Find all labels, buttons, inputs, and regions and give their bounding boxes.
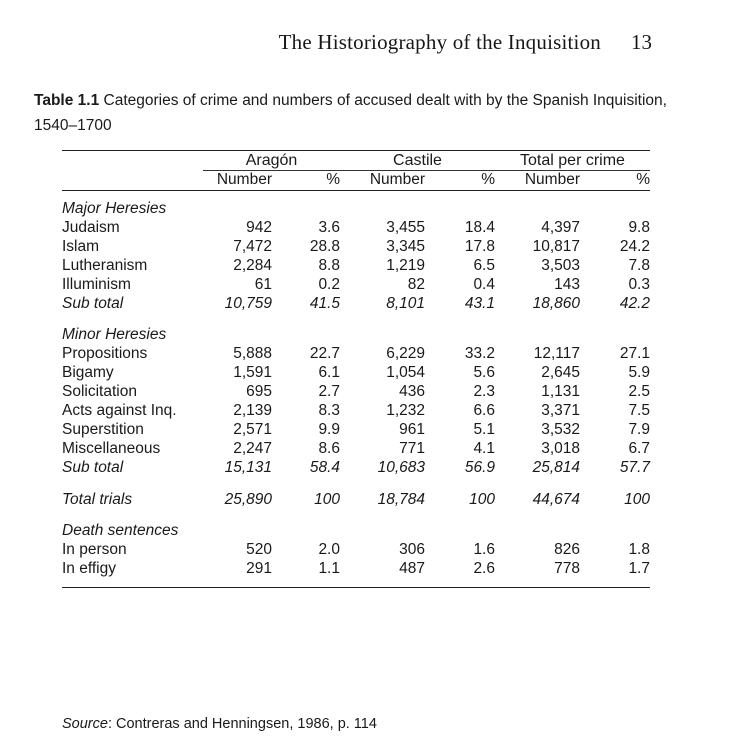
cell-aragon-percent: 41.5 — [309, 295, 340, 312]
cell-aragon-number: 2,247 — [233, 440, 272, 457]
cell-castile-number: 3,345 — [386, 238, 425, 255]
table-row — [62, 420, 650, 439]
cell-aragon-number: 520 — [246, 541, 272, 558]
cell-aragon-percent: 3.6 — [318, 219, 340, 236]
cell-total-number: 3,503 — [541, 257, 580, 274]
cell-total-number: 3,532 — [541, 421, 580, 438]
row-label: In person — [62, 541, 127, 558]
section-spacer-cell — [62, 477, 650, 490]
cell-total-percent: 7.8 — [628, 257, 650, 274]
cell-total-percent: 57.7 — [619, 459, 650, 476]
cell-aragon-number: 5,888 — [233, 345, 272, 362]
cell-total-percent: 42.2 — [619, 295, 650, 312]
source-note — [62, 716, 377, 732]
section-title-row — [62, 522, 650, 540]
cell-total-number: 143 — [554, 276, 580, 293]
section-title: Death sentences — [62, 522, 179, 539]
cell-castile-number: 1,054 — [386, 364, 425, 381]
table-group-header-row — [62, 152, 650, 171]
cell-aragon-number: 291 — [246, 560, 272, 577]
group-header-aragon: Aragón — [203, 152, 340, 171]
cell-aragon-percent: 8.8 — [318, 257, 340, 274]
cell-aragon-number: 2,139 — [233, 402, 272, 419]
table-caption — [34, 88, 670, 138]
cell-total-number: 826 — [554, 541, 580, 558]
cell-aragon-percent: 6.1 — [318, 364, 340, 381]
cell-aragon-number: 942 — [246, 219, 272, 236]
cell-castile-number: 487 — [399, 560, 425, 577]
cell-aragon-percent: 28.8 — [309, 238, 340, 255]
cell-aragon-percent: 1.1 — [318, 560, 340, 577]
table-row — [62, 490, 650, 509]
cell-total-percent: 0.3 — [628, 276, 650, 293]
table-subheader-row — [62, 171, 650, 190]
cell-castile-number: 8,101 — [386, 295, 425, 312]
subheader-total-number: Number — [524, 171, 580, 188]
row-label: Bigamy — [62, 364, 114, 381]
table-caption-label: Table 1.1 — [34, 92, 100, 109]
row-label: Islam — [62, 238, 100, 255]
inquisition-table — [62, 150, 650, 589]
section-spacer — [62, 509, 650, 522]
cell-castile-number: 10,683 — [377, 459, 425, 476]
cell-castile-number: 961 — [399, 421, 425, 438]
cell-castile-number: 6,229 — [386, 345, 425, 362]
cell-castile-percent: 18.4 — [464, 219, 495, 236]
cell-total-percent: 100 — [624, 491, 650, 508]
table-caption-text: Categories of crime and numbers of accused dealt with by the Spanish Inquisition, 1540–1700 — [34, 92, 667, 134]
section-spacer-cell — [62, 191, 650, 201]
cell-castile-percent: 5.1 — [473, 421, 495, 438]
cell-total-number: 25,814 — [532, 459, 580, 476]
cell-castile-percent: 2.6 — [473, 560, 495, 577]
table-row — [62, 540, 650, 559]
cell-aragon-percent: 58.4 — [309, 459, 340, 476]
cell-castile-percent: 17.8 — [464, 238, 495, 255]
cell-aragon-percent: 0.2 — [318, 276, 340, 293]
cell-total-percent: 1.8 — [628, 541, 650, 558]
cell-aragon-number: 1,591 — [233, 364, 272, 381]
cell-castile-number: 82 — [407, 276, 425, 293]
cell-castile-percent: 56.9 — [464, 459, 495, 476]
table-row — [62, 458, 650, 477]
row-label: Propositions — [62, 345, 148, 362]
cell-castile-percent: 100 — [469, 491, 495, 508]
table-row — [62, 218, 650, 237]
bottom-spacer-cell — [62, 578, 650, 588]
cell-total-number: 1,131 — [541, 383, 580, 400]
cell-aragon-percent: 100 — [314, 491, 340, 508]
source-note-label: Source — [62, 716, 108, 732]
running-head-title: The Historiography of the Inquisition — [278, 30, 601, 54]
section-spacer — [62, 191, 650, 201]
cell-castile-number: 1,219 — [386, 257, 425, 274]
running-head — [62, 30, 652, 55]
subheader-castile-number: Number — [369, 171, 425, 188]
cell-aragon-percent: 9.9 — [318, 421, 340, 438]
cell-total-percent: 5.9 — [628, 364, 650, 381]
table-rule-bottom — [62, 588, 650, 590]
cell-aragon-number: 25,890 — [224, 491, 272, 508]
cell-aragon-number: 15,131 — [224, 459, 272, 476]
table-body — [62, 151, 650, 590]
subheader-aragon-number: Number — [216, 171, 272, 188]
cell-castile-percent: 6.6 — [473, 402, 495, 419]
section-spacer-cell — [62, 509, 650, 522]
cell-aragon-percent: 8.6 — [318, 440, 340, 457]
inquisition-table-container — [62, 150, 650, 589]
cell-total-number: 2,645 — [541, 364, 580, 381]
row-label: Miscellaneous — [62, 440, 161, 457]
cell-aragon-percent: 8.3 — [318, 402, 340, 419]
cell-total-percent: 24.2 — [619, 238, 650, 255]
cell-aragon-number: 2,571 — [233, 421, 272, 438]
subheader-castile-percent: % — [481, 171, 495, 188]
cell-castile-number: 771 — [399, 440, 425, 457]
cell-castile-percent: 33.2 — [464, 345, 495, 362]
cell-aragon-number: 10,759 — [224, 295, 272, 312]
cell-total-percent: 6.7 — [628, 440, 650, 457]
table-row — [62, 256, 650, 275]
cell-total-percent: 9.8 — [628, 219, 650, 236]
row-label: Total trials — [62, 491, 133, 508]
table-row — [62, 401, 650, 420]
cell-aragon-percent: 2.7 — [318, 383, 340, 400]
cell-castile-number: 306 — [399, 541, 425, 558]
cell-total-number: 12,117 — [533, 345, 580, 362]
table-row — [62, 559, 650, 578]
row-label: Sub total — [62, 459, 124, 476]
cell-castile-percent: 43.1 — [464, 295, 495, 312]
cell-total-percent: 27.1 — [619, 345, 650, 362]
cell-total-percent: 2.5 — [628, 383, 650, 400]
row-label: Illuminism — [62, 276, 131, 293]
cell-aragon-number: 7,472 — [233, 238, 272, 255]
cell-aragon-number: 695 — [246, 383, 272, 400]
row-label: Judaism — [62, 219, 120, 236]
cell-castile-percent: 0.4 — [473, 276, 495, 293]
table-row — [62, 344, 650, 363]
cell-aragon-number: 61 — [254, 276, 272, 293]
cell-castile-percent: 6.5 — [473, 257, 495, 274]
cell-castile-number: 18,784 — [377, 491, 425, 508]
row-label: Superstition — [62, 421, 144, 438]
cell-castile-number: 1,232 — [386, 402, 425, 419]
section-spacer-cell — [62, 313, 650, 326]
table-row — [62, 363, 650, 382]
cell-aragon-percent: 2.0 — [318, 541, 340, 558]
cell-castile-percent: 5.6 — [473, 364, 495, 381]
row-label: Solicitation — [62, 383, 137, 400]
cell-castile-number: 436 — [399, 383, 425, 400]
cell-castile-percent: 1.6 — [473, 541, 495, 558]
table-rule-bottom-cell — [62, 588, 650, 590]
subheader-blank — [62, 171, 203, 190]
table-row — [62, 237, 650, 256]
group-header-blank — [62, 152, 203, 171]
subheader-total-percent: % — [636, 171, 650, 188]
table-row — [62, 382, 650, 401]
cell-castile-percent: 2.3 — [473, 383, 495, 400]
row-label: In effigy — [62, 560, 117, 577]
section-spacer — [62, 477, 650, 490]
group-header-total-per-crime: Total per crime — [495, 152, 650, 171]
cell-total-number: 778 — [554, 560, 580, 577]
row-label: Acts against Inq. — [62, 402, 177, 419]
group-header-castile: Castile — [340, 152, 495, 171]
source-note-text: : Contreras and Henningsen, 1986, p. 114 — [107, 716, 377, 732]
cell-total-number: 44,674 — [532, 491, 580, 508]
cell-castile-percent: 4.1 — [473, 440, 495, 457]
cell-total-percent: 7.5 — [628, 402, 650, 419]
cell-total-number: 10,817 — [532, 238, 580, 255]
cell-castile-number: 3,455 — [386, 219, 425, 236]
section-title: Minor Heresies — [62, 326, 167, 343]
cell-total-percent: 1.7 — [628, 560, 650, 577]
bottom-spacer — [62, 578, 650, 588]
subheader-aragon-percent: % — [326, 171, 340, 188]
cell-aragon-number: 2,284 — [233, 257, 272, 274]
section-title-row — [62, 326, 650, 344]
table-row — [62, 294, 650, 313]
page-number: 13 — [631, 30, 652, 54]
section-title: Major Heresies — [62, 200, 167, 217]
cell-total-number: 3,018 — [541, 440, 580, 457]
row-label: Sub total — [62, 295, 124, 312]
section-spacer — [62, 313, 650, 326]
cell-total-number: 18,860 — [532, 295, 580, 312]
table-row — [62, 275, 650, 294]
row-label: Lutheranism — [62, 257, 148, 274]
cell-aragon-percent: 22.7 — [309, 345, 340, 362]
cell-total-number: 4,397 — [541, 219, 580, 236]
cell-total-percent: 7.9 — [628, 421, 650, 438]
cell-total-number: 3,371 — [541, 402, 580, 419]
table-row — [62, 439, 650, 458]
section-title-row — [62, 200, 650, 218]
